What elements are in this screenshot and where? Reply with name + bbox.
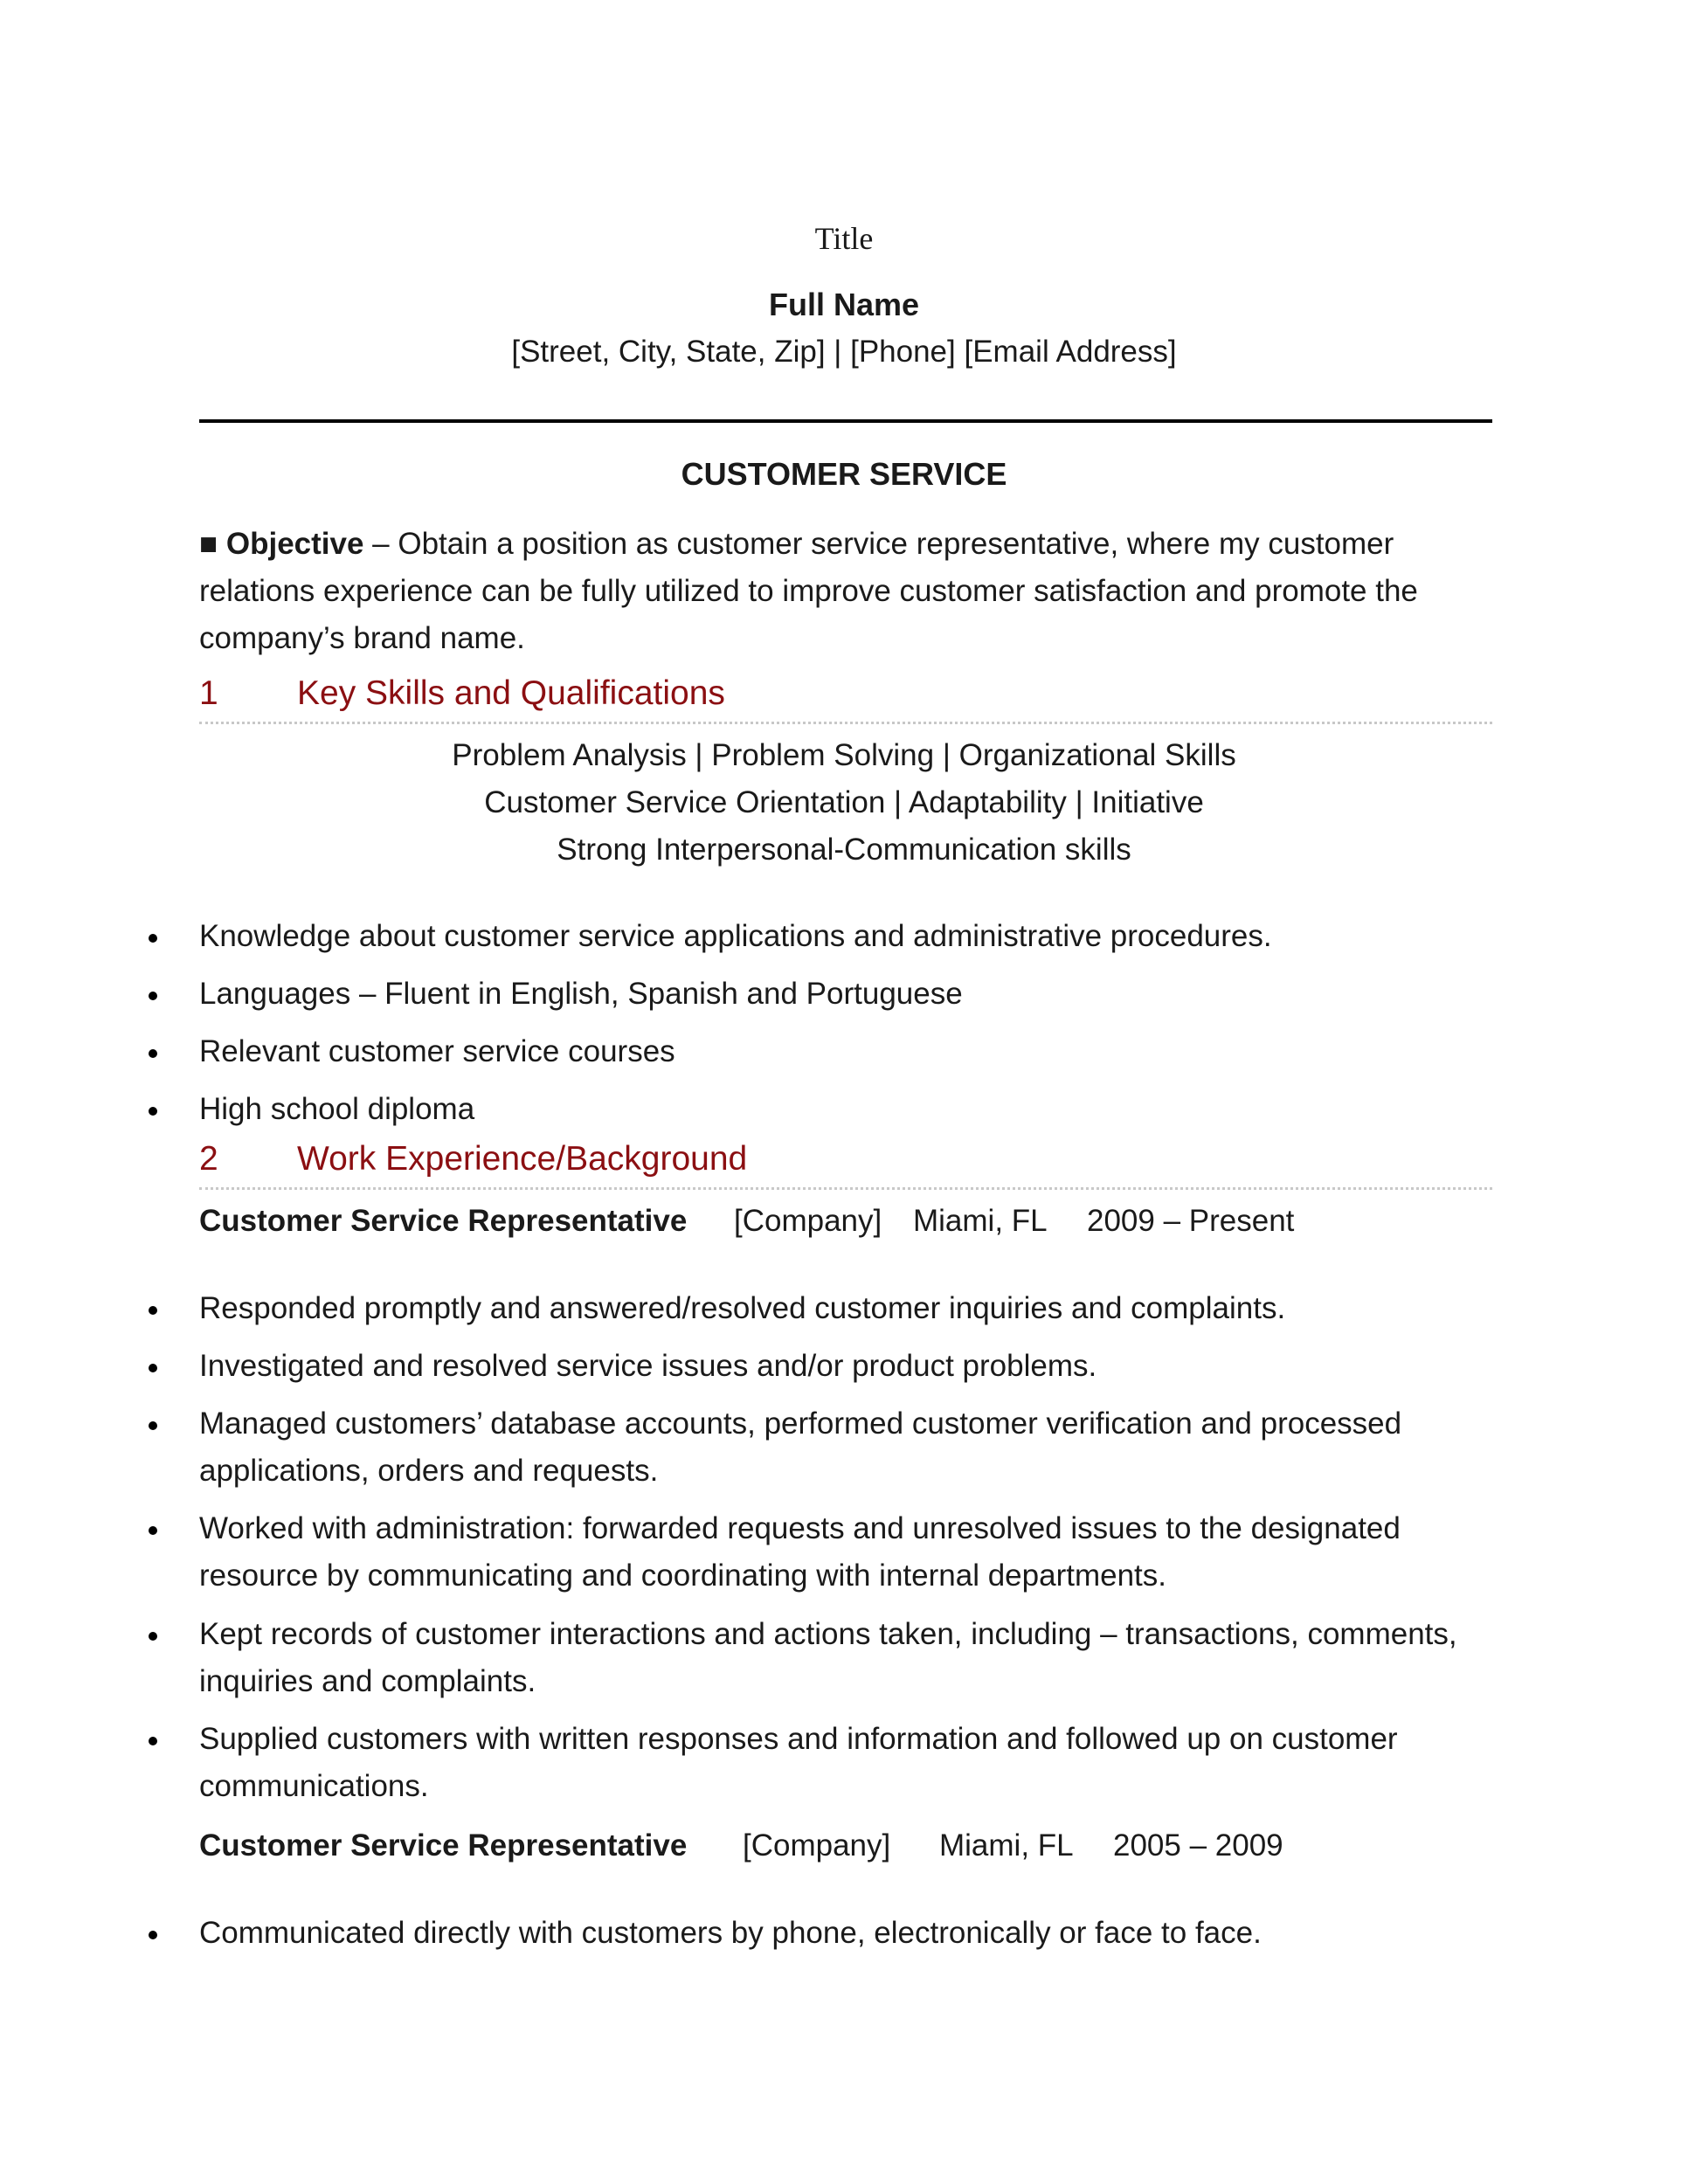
- section-title: CUSTOMER SERVICE: [681, 456, 1007, 492]
- bullet-icon: [149, 1364, 157, 1372]
- list-item-text: Relevant customer service courses: [199, 1034, 675, 1068]
- list-item-text: Communicated directly with customers by phone, electronically or face to face.: [199, 1916, 1262, 1950]
- skills-line-2: Customer Service Orientation | Adaptability | Initiative: [484, 785, 1204, 819]
- list-item-text: High school diploma: [199, 1092, 475, 1126]
- list-item-text: Responded promptly and answered/resolved customer inquiries and complaints.: [199, 1291, 1286, 1325]
- bullet-icon: [149, 1737, 157, 1745]
- job-dates: 2009 – Present: [1087, 1204, 1295, 1238]
- list-item-text: Languages – Fluent in English, Spanish and Portuguese: [199, 977, 963, 1011]
- objective-paragraph: [199, 521, 1492, 662]
- objective-text: – Obtain a position as customer service representative, where my customer relations experience can be fully utilized to improve customer satisfaction and promote the company’s brand name.: [199, 527, 1418, 655]
- bullet-icon: [149, 992, 157, 1000]
- job-company: [Company]: [734, 1204, 882, 1238]
- bullet-icon: [149, 1306, 157, 1315]
- job-dates: 2005 – 2009: [1113, 1828, 1283, 1863]
- objective-marker: ■: [199, 527, 226, 561]
- list-item-text: Kept records of customer interactions and actions taken, including – transactions, comments, inquiries and complaints.: [199, 1617, 1457, 1698]
- skills-heading-number: 1: [199, 674, 218, 712]
- work-heading: [199, 1131, 1492, 1190]
- skills-line-1: Problem Analysis | Problem Solving | Organizational Skills: [452, 738, 1236, 772]
- skills-heading: [199, 666, 1492, 724]
- job-location: Miami, FL: [913, 1204, 1048, 1238]
- list-item-text: Managed customers’ database accounts, performed customer verification and processed applications, orders and requests.: [199, 1406, 1402, 1488]
- list-item-text: Worked with administration: forwarded requests and unresolved issues to the designated resource by communicating and coordinating with internal departments.: [199, 1511, 1401, 1593]
- work-heading-number: 2: [199, 1140, 218, 1178]
- job-company: [Company]: [743, 1828, 891, 1863]
- bullet-icon: [149, 1421, 157, 1430]
- job-location: Miami, FL: [939, 1828, 1074, 1863]
- list-item-text: Supplied customers with written responses and information and followed up on customer communications.: [199, 1722, 1398, 1803]
- job-role: Customer Service Representative: [199, 1828, 688, 1863]
- bullet-icon: [149, 1107, 157, 1116]
- job-role: Customer Service Representative: [199, 1204, 688, 1238]
- bullet-icon: [149, 1049, 157, 1058]
- bullet-icon: [149, 1632, 157, 1641]
- contact-line: [Street, City, State, Zip] | [Phone] [Email Address]: [511, 335, 1177, 369]
- skills-heading-text: Key Skills and Qualifications: [297, 674, 725, 712]
- skills-line-3: Strong Interpersonal-Communication skills: [557, 833, 1131, 867]
- list-item-text: Knowledge about customer service applications and administrative procedures.: [199, 919, 1272, 953]
- document-title: Title: [814, 221, 874, 256]
- full-name: Full Name: [768, 287, 920, 322]
- work-heading-text: Work Experience/Background: [297, 1140, 748, 1178]
- list-item-text: Investigated and resolved service issues and/or product problems.: [199, 1349, 1097, 1383]
- bullet-icon: [149, 934, 157, 943]
- bullet-icon: [149, 1526, 157, 1535]
- objective-label: Objective: [225, 527, 364, 561]
- bullet-icon: [149, 1931, 157, 1939]
- header-divider: [199, 419, 1492, 423]
